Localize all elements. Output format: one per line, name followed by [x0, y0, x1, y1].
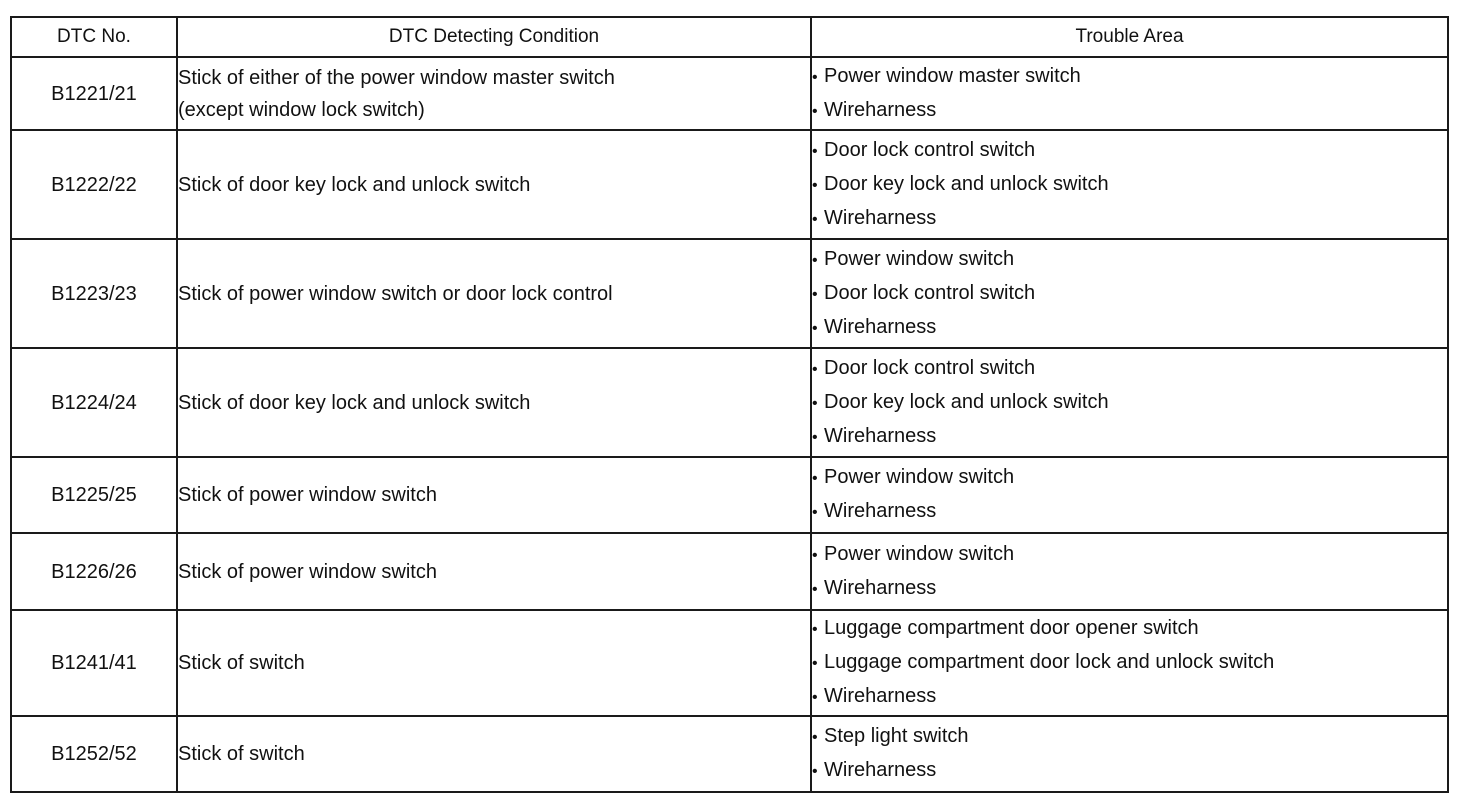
header-detecting-condition: DTC Detecting Condition [177, 17, 811, 57]
dtc-code: B1224/24 [11, 348, 177, 457]
trouble-area-item [812, 538, 1447, 572]
trouble-area-list [812, 720, 1447, 788]
header-dtc-no: DTC No. [11, 17, 177, 57]
dtc-code: B1252/52 [11, 716, 177, 792]
trouble-area-list [812, 538, 1447, 606]
trouble-area-item [812, 243, 1447, 277]
detecting-condition [177, 130, 811, 239]
trouble-area [811, 716, 1448, 792]
trouble-area-item [812, 202, 1447, 236]
bullet-icon: • [812, 142, 818, 160]
bullet-icon: • [812, 546, 818, 564]
trouble-area-item [812, 134, 1447, 168]
condition-line: Stick of power window switch [178, 484, 437, 506]
trouble-area-item [812, 680, 1447, 714]
condition-line: Stick of switch [178, 652, 305, 674]
trouble-area-text: Wireharness [824, 576, 937, 599]
trouble-area [811, 239, 1448, 348]
trouble-area-text: Wireharness [824, 500, 937, 522]
trouble-area-text: Wireharness [824, 315, 937, 338]
trouble-area-list [812, 243, 1447, 345]
trouble-area-text: Luggage compartment door opener switch [824, 617, 1199, 639]
trouble-area-text: Door lock control switch [824, 138, 1036, 161]
bullet-icon: • [812, 102, 818, 120]
bullet-icon: • [812, 285, 818, 303]
trouble-area [811, 610, 1448, 716]
trouble-area-item [812, 94, 1447, 128]
condition-line: Stick of switch [178, 743, 305, 765]
trouble-area-text: Wireharness [824, 98, 937, 121]
table-body [11, 57, 1448, 792]
trouble-area-item [812, 720, 1447, 754]
bullet-icon: • [812, 504, 818, 521]
trouble-area-text: Wireharness [824, 685, 937, 707]
trouble-area-list [812, 612, 1447, 714]
trouble-area-item [812, 420, 1447, 454]
bullet-icon: • [812, 689, 818, 706]
table-row [11, 716, 1448, 792]
bullet-icon: • [812, 470, 818, 487]
trouble-area-text: Power window switch [824, 466, 1015, 488]
bullet-icon: • [812, 621, 818, 638]
detecting-condition [177, 716, 811, 792]
header-row [11, 17, 1448, 57]
dtc-table [10, 16, 1449, 793]
bullet-icon: • [812, 210, 818, 228]
trouble-area [811, 57, 1448, 130]
bullet-icon: • [812, 763, 818, 780]
trouble-area-text: Door key lock and unlock switch [824, 172, 1109, 195]
table-row [11, 348, 1448, 457]
trouble-area-item [812, 572, 1447, 606]
bullet-icon: • [812, 68, 818, 86]
dtc-code: B1241/41 [11, 610, 177, 716]
bullet-icon: • [812, 655, 818, 672]
bullet-icon: • [812, 729, 818, 746]
trouble-area-list [812, 60, 1447, 128]
table-row [11, 610, 1448, 716]
trouble-area-list [812, 134, 1447, 236]
trouble-area-item [812, 277, 1447, 311]
condition-line: Stick of power window switch [178, 560, 437, 583]
bullet-icon: • [812, 319, 818, 337]
trouble-area-item [812, 754, 1447, 788]
header-trouble-area: Trouble Area [811, 17, 1448, 57]
trouble-area [811, 348, 1448, 457]
detecting-condition [177, 348, 811, 457]
trouble-area-text: Step light switch [824, 725, 969, 747]
trouble-area-item [812, 646, 1447, 680]
table-row [11, 130, 1448, 239]
trouble-area-text: Door lock control switch [824, 356, 1036, 379]
condition-line: (except window lock switch) [178, 98, 425, 121]
trouble-area-item [812, 495, 1447, 529]
table-row [11, 239, 1448, 348]
trouble-area-text: Power window master switch [824, 64, 1081, 87]
trouble-area-text: Wireharness [824, 424, 937, 447]
trouble-area [811, 533, 1448, 610]
trouble-area [811, 457, 1448, 533]
bullet-icon: • [812, 251, 818, 269]
trouble-area-list [812, 461, 1447, 529]
trouble-area [811, 130, 1448, 239]
condition-line: Stick of power window switch or door lock control [178, 282, 613, 305]
table-row [11, 57, 1448, 130]
trouble-area-text: Power window switch [824, 542, 1015, 565]
trouble-area-list [812, 352, 1447, 454]
table-row [11, 457, 1448, 533]
detecting-condition [177, 57, 811, 130]
trouble-area-item [812, 311, 1447, 345]
trouble-area-text: Wireharness [824, 759, 937, 781]
condition-line: Stick of door key lock and unlock switch [178, 173, 531, 196]
trouble-area-text: Wireharness [824, 206, 937, 229]
trouble-area-text: Luggage compartment door lock and unlock switch [824, 651, 1275, 673]
detecting-condition [177, 610, 811, 716]
bullet-icon: • [812, 428, 818, 446]
dtc-code: B1221/21 [11, 57, 177, 130]
detecting-condition [177, 533, 811, 610]
trouble-area-item [812, 168, 1447, 202]
trouble-area-item [812, 60, 1447, 94]
trouble-area-item [812, 352, 1447, 386]
detecting-condition [177, 457, 811, 533]
dtc-code: B1222/22 [11, 130, 177, 239]
bullet-icon: • [812, 394, 818, 412]
bullet-icon: • [812, 176, 818, 194]
trouble-area-text: Door lock control switch [824, 281, 1036, 304]
detecting-condition [177, 239, 811, 348]
table-row [11, 533, 1448, 610]
condition-line: Stick of door key lock and unlock switch [178, 391, 531, 414]
dtc-code: B1226/26 [11, 533, 177, 610]
dtc-code: B1223/23 [11, 239, 177, 348]
trouble-area-item [812, 386, 1447, 420]
trouble-area-item [812, 612, 1447, 646]
bullet-icon: • [812, 360, 818, 378]
trouble-area-text: Door key lock and unlock switch [824, 390, 1109, 413]
trouble-area-item [812, 461, 1447, 495]
bullet-icon: • [812, 580, 818, 598]
dtc-code: B1225/25 [11, 457, 177, 533]
condition-line: Stick of either of the power window master switch [178, 66, 615, 89]
trouble-area-text: Power window switch [824, 247, 1015, 270]
